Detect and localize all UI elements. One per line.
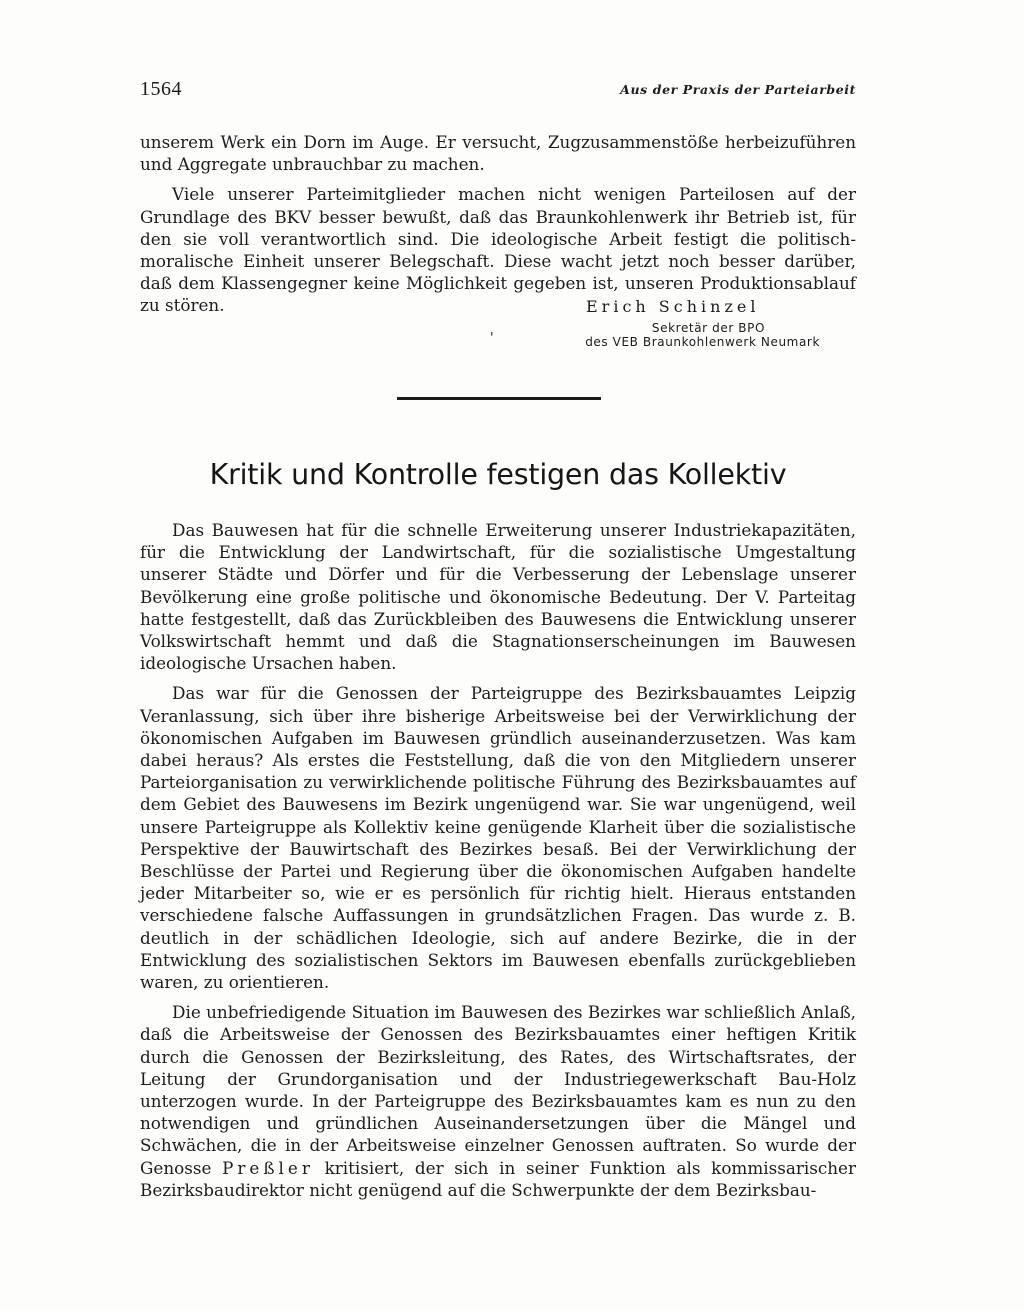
page-header [140,78,856,108]
paragraph [140,1001,856,1201]
running-head: Aus der Praxis der Parteiarbeit [620,82,856,97]
stray-mark: ' [490,331,494,346]
author-name: Erich Schinzel [586,297,760,316]
paragraph [140,682,856,993]
page-number: 1564 [140,78,182,100]
paragraph-text: Die unbefriedigende Situation im Bauwesen des Bezirkes war schließlich Anlaß, daß die Arbeitsweise der Genossen des Bezirksbauamtes einer heftigen Kritik durch die Genossen der Bezirksleitung, des Rates, des Wirtschaftsrates, der Leitung der Grundorganisation und der Industriegewerkschaft Bau-Holz unterzogen wurde. In der Parteigruppe des Bezirksbauamtes kam es nun zu den notwendigen und gründlichen Auseinandersetzungen über die Mängel und Schwächen, die in der Arbeitsweise einzelner Genossen auftraten. So wurde der Genosse [140,1002,856,1178]
article-body [140,519,856,1201]
article-title: Kritik und Kontrolle festigen das Kollektiv [209,458,787,491]
paragraph-text: kritisiert, der sich in seiner Funktion als kommissarischer Bezirksbaudirektor nicht genügend auf die Schwerpunkte der dem Bezirksbau- [140,1157,856,1200]
paragraph: Viele unserer Parteimitglieder machen nicht wenigen Parteilosen auf der Grundlage des BKV besser bewußt, daß das Braunkohlenwerk ihr Betrieb ist, für den sie voll verantwortlich sind. Die ideologische Arbeit festigt die politisch-moralische Einheit unserer Belegschaft. Diese wacht jetzt noch besser darüber, daß dem Klassengegner keine Möglichkeit gegeben ist, unseren Produktionsablauf zu stören. [140,184,856,316]
author-role: Sekretär der BPO [651,321,765,335]
section-divider [397,397,601,400]
paragraph: Das Bauwesen hat für die schnelle Erweiterung unserer Industriekapazitäten, für die Entwicklung der Landwirtschaft, für die sozialistische Umgestaltung unserer Städte und Dörfer und für die Verbesserung der Lebenslage unserer Bevölkerung eine große politische und ökonomische Bedeutung. Der V. Parteitag hatte festgestellt, daß das Zurückbleiben des Bauwesens die Entwicklung unserer Volkswirtschaft hemmt und daß die Stagnationserscheinungen im Bauwesen ideologische Ursachen haben. [140,520,856,674]
previous-article-ending [140,131,856,317]
author-organization: des VEB Braunkohlenwerk Neumark [585,335,820,349]
paragraph: unserem Werk ein Dorn im Auge. Er versucht, Zugzusammenstöße herbeizuführen und Aggregate unbrauchbar zu machen. [140,132,856,175]
person-name: Preßler [222,1157,314,1178]
paragraph-text: Das war für die Genossen der Parteigruppe des Bezirksbauamtes Leipzig Veranlassung, sich über ihre bisherige Arbeitsweise bei der Verwirklichung der ökonomischen Aufgaben im Bauwesen gründlich auseinanderzusetzen. Was kam dabei heraus? Als erstes die Feststellung, daß die von den Mitgliedern unserer Parteiorganisation zu verwirklichende politische Führung des Bezirksbauamtes auf dem Gebiet des Bauwesens im Bezirk ungenügend war. Sie war ungenügend, weil unsere Parteigruppe als Kollektiv keine genügende Klarheit über die sozialistische Perspektive der Bauwirtschaft des Bezirkes besaß. Bei der Verwirklichung der Beschlüsse der Partei und Regierung über die ökonomischen Aufgaben handelte jeder Mitarbeiter so, wie er es persönlich für richtig hielt. Hieraus entstanden verschiedene falsche Auffassungen in grundsätzlichen Fragen. Das wurde z. B. deutlich in der schädlichen Ideologie, sich auf andere Bezirke, die in der Entwicklung des sozialistischen Sektors im Bauwesen ebenfalls zurückgeblieben waren, zu orientieren. [140,683,856,993]
